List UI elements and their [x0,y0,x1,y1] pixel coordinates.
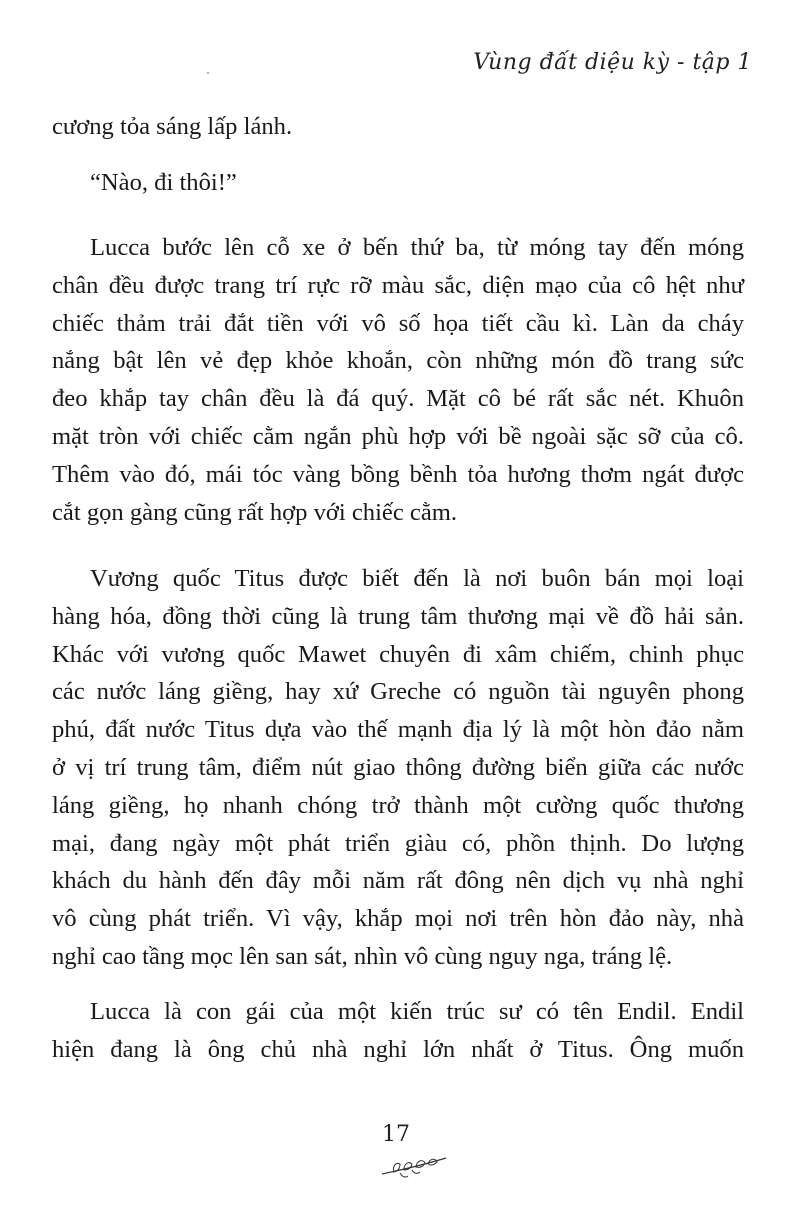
text-line: các nước láng giềng, hay xứ Greche có nguồn tài nguyên phong [52,678,744,706]
text-line: láng giềng, họ nhanh chóng trở thành một cường quốc thương [52,791,744,819]
text-line: chân đều được trang trí rực rỡ màu sắc, diện mạo của cô hệt như [52,271,744,299]
text-line: ở vị trí trung tâm, điểm nút giao thông đường biển giữa các nước [52,753,744,781]
page-number: 17 [382,1122,410,1147]
speck [207,72,209,74]
text-line: vô cùng phát triển. Vì vậy, khắp mọi nơi trên hòn đảo này, nhà [52,905,744,933]
text-line: Lucca là con gái của một kiến trúc sư có tên Endil. Endil [90,998,744,1025]
text-line: mại, đang ngày một phát triển giàu có, phồn thịnh. Do lượng [52,829,744,857]
text-line: cắt gọn gàng cũng rất hợp với chiếc cằm. [52,498,458,526]
text-line: hàng hóa, đồng thời cũng là trung tâm thương mại về đồ hải sản. [52,602,744,630]
paragraph-2 [52,164,744,202]
text-line: Khác với vương quốc Mawet chuyên đi xâm chiếm, chinh phục [52,640,744,668]
text-line: Lucca bước lên cỗ xe ở bến thứ ba, từ móng tay đến móng [90,234,744,261]
text-line: nắng bật lên vẻ đẹp khỏe khoắn, còn những món đồ trang sức [52,347,744,375]
text-line: khách du hành đến đây mỗi năm rất đông nên dịch vụ nhà nghỉ [52,867,744,895]
text-line: đeo khắp tay chân đều là đá quý. Mặt cô bé rất sắc nét. Khuôn [52,385,744,413]
text-line: Vương quốc Titus được biết đến là nơi buôn bán mọi loại [90,565,744,592]
text-line: hiện đang là ông chủ nhà nghỉ lớn nhất ở Titus. Ông muốn [52,1035,744,1063]
paragraph-4 [52,560,744,976]
text-line: nghỉ cao tầng mọc lên san sát, nhìn vô cùng nguy nga, tráng lệ. [52,942,673,970]
text-line: mặt tròn với chiếc cằm ngắn phù hợp với bề ngoài sặc sỡ của cô. [52,422,744,450]
text-line: cương tỏa sáng lấp lánh. [52,113,293,140]
text-line: phú, đất nước Titus dựa vào thế mạnh địa lý là một hòn đảo nằm [52,716,744,744]
text-line: “Nào, đi thôi!” [90,169,237,196]
text-line: chiếc thảm trải đắt tiền với vô số họa tiết cầu kì. Làn da cháy [52,309,744,337]
paragraph-1 [52,108,744,146]
text-line: Thêm vào đó, mái tóc vàng bồng bềnh tỏa hương thơm ngát được [52,460,744,488]
sprig-ornament-icon [380,1140,450,1180]
paragraph-3 [52,229,744,531]
paragraph-5 [52,993,744,1069]
running-header: Vùng đất diệu kỳ - tập 1 [473,50,752,75]
